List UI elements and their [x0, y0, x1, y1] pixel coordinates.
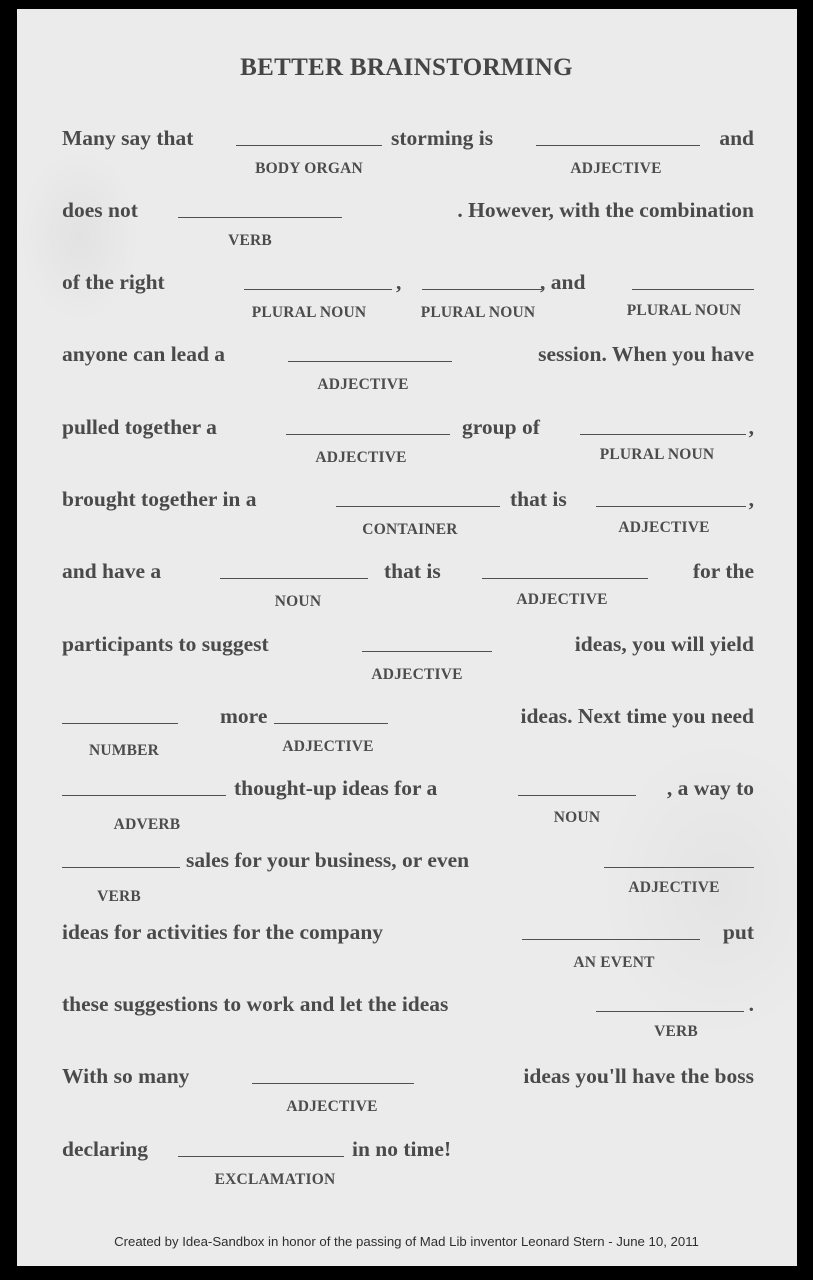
- story-line-3: [62, 268, 754, 321]
- story-text: With so many: [62, 1064, 190, 1088]
- blank-label: ADJECTIVE: [570, 160, 662, 177]
- story-text: ,: [396, 270, 402, 294]
- story-text: does not: [62, 198, 138, 222]
- fill-in-blank[interactable]: [288, 361, 452, 362]
- story-text: and have a: [62, 559, 162, 583]
- story-text: pulled together a: [62, 415, 217, 439]
- fill-in-blank[interactable]: [220, 578, 368, 579]
- story-text: session. When you have: [538, 342, 754, 366]
- blank-label: ADJECTIVE: [628, 879, 720, 896]
- fill-in-blank[interactable]: [422, 289, 542, 290]
- blank-label: CONTAINER: [362, 521, 458, 538]
- blank-label: NUMBER: [88, 742, 160, 759]
- story-line-10: [62, 774, 754, 833]
- blank-label: ADJECTIVE: [315, 449, 407, 466]
- fill-in-blank[interactable]: [604, 867, 754, 868]
- story-text: anyone can lead a: [62, 342, 226, 366]
- story-line-15: [62, 1135, 754, 1188]
- fill-in-blank[interactable]: [62, 795, 226, 796]
- story-text: .: [748, 992, 754, 1016]
- story-text: brought together in a: [62, 487, 257, 511]
- blank-label: ADJECTIVE: [371, 666, 463, 683]
- fill-in-blank[interactable]: [596, 1011, 744, 1012]
- blank-label: PLURAL NOUN: [420, 304, 536, 321]
- story-text: , and: [540, 270, 586, 294]
- blank-label: ADJECTIVE: [286, 1098, 378, 1115]
- page-title: BETTER BRAINSTORMING: [240, 54, 573, 81]
- story-line-12: [62, 918, 754, 971]
- blank-label: AN EVENT: [573, 954, 655, 971]
- story-text: these suggestions to work and let the ideas: [62, 992, 449, 1016]
- blank-label: PLURAL NOUN: [251, 304, 367, 321]
- story-text: and: [719, 126, 754, 150]
- fill-in-blank[interactable]: [236, 145, 382, 146]
- fill-in-blank[interactable]: [286, 434, 450, 435]
- credits-footer: Created by Idea-Sandbox in honor of the passing of Mad Lib inventor Leonard Stern - June 10, 2011: [114, 1234, 699, 1249]
- blank-label: ADJECTIVE: [317, 376, 409, 393]
- story-line-8: [62, 630, 754, 683]
- story-text: participants to suggest: [62, 632, 269, 656]
- fill-in-blank[interactable]: [178, 1156, 344, 1157]
- story-line-2: [62, 196, 754, 249]
- story-line-1: [62, 124, 754, 177]
- fill-in-blank[interactable]: [522, 939, 700, 940]
- fill-in-blank[interactable]: [482, 578, 648, 579]
- story-text: thought-up ideas for a: [234, 776, 438, 800]
- fill-in-blank[interactable]: [596, 506, 746, 507]
- story-text: ideas. Next time you need: [520, 704, 754, 728]
- blank-label: ADJECTIVE: [282, 738, 374, 755]
- fill-in-blank[interactable]: [336, 506, 500, 507]
- blank-label: PLURAL NOUN: [626, 302, 742, 319]
- story-line-13: [62, 990, 754, 1040]
- blank-label: ADJECTIVE: [618, 519, 710, 536]
- story-text: of the right: [62, 270, 165, 294]
- fill-in-blank[interactable]: [62, 723, 178, 724]
- fill-in-blank[interactable]: [536, 145, 700, 146]
- story-line-9: [62, 702, 754, 759]
- story-line-4: [62, 340, 754, 393]
- story-line-5: [62, 413, 754, 466]
- fill-in-blank[interactable]: [252, 1083, 414, 1084]
- story-text: ideas you'll have the boss: [523, 1064, 754, 1088]
- blank-label: ADVERB: [113, 816, 181, 833]
- story-text: more: [220, 704, 268, 728]
- fill-in-blank[interactable]: [244, 289, 392, 290]
- story-text: declaring: [62, 1137, 148, 1161]
- story-text: for the: [692, 559, 754, 583]
- fill-in-blank[interactable]: [518, 795, 636, 796]
- story-line-7: [62, 557, 754, 610]
- story-text: sales for your business, or even: [186, 848, 470, 872]
- blank-label: PLURAL NOUN: [599, 446, 715, 463]
- fill-in-blank[interactable]: [362, 651, 492, 652]
- blank-label: BODY ORGAN: [255, 160, 363, 177]
- story-text: ideas, you will yield: [574, 632, 754, 656]
- story-text: ideas for activities for the company: [62, 920, 384, 944]
- blank-label: VERB: [228, 232, 272, 249]
- story-line-11: [62, 846, 754, 905]
- fill-in-blank[interactable]: [580, 434, 746, 435]
- blank-label: EXCLAMATION: [214, 1171, 336, 1188]
- fill-in-blank[interactable]: [62, 867, 180, 868]
- story-text: . However, with the combination: [457, 198, 754, 222]
- story-text: ,: [748, 487, 754, 511]
- story-text: group of: [462, 415, 540, 439]
- story-text: that is: [384, 559, 441, 583]
- story-text: storming is: [391, 126, 494, 150]
- story-text: in no time!: [352, 1137, 452, 1161]
- story-text: put: [722, 920, 754, 944]
- blank-label: NOUN: [274, 593, 322, 610]
- blank-label: VERB: [654, 1023, 698, 1040]
- story-line-6: [62, 485, 754, 538]
- fill-in-blank[interactable]: [632, 289, 754, 290]
- story-text: that is: [510, 487, 567, 511]
- fill-in-blank[interactable]: [274, 723, 388, 724]
- story-text: Many say that: [62, 126, 194, 150]
- story-text: , a way to: [666, 776, 754, 800]
- story-line-14: [62, 1062, 754, 1115]
- blank-label: VERB: [97, 888, 141, 905]
- blank-label: ADJECTIVE: [516, 591, 608, 608]
- story-text: ,: [748, 415, 754, 439]
- blank-label: NOUN: [553, 809, 601, 826]
- fill-in-blank[interactable]: [178, 217, 342, 218]
